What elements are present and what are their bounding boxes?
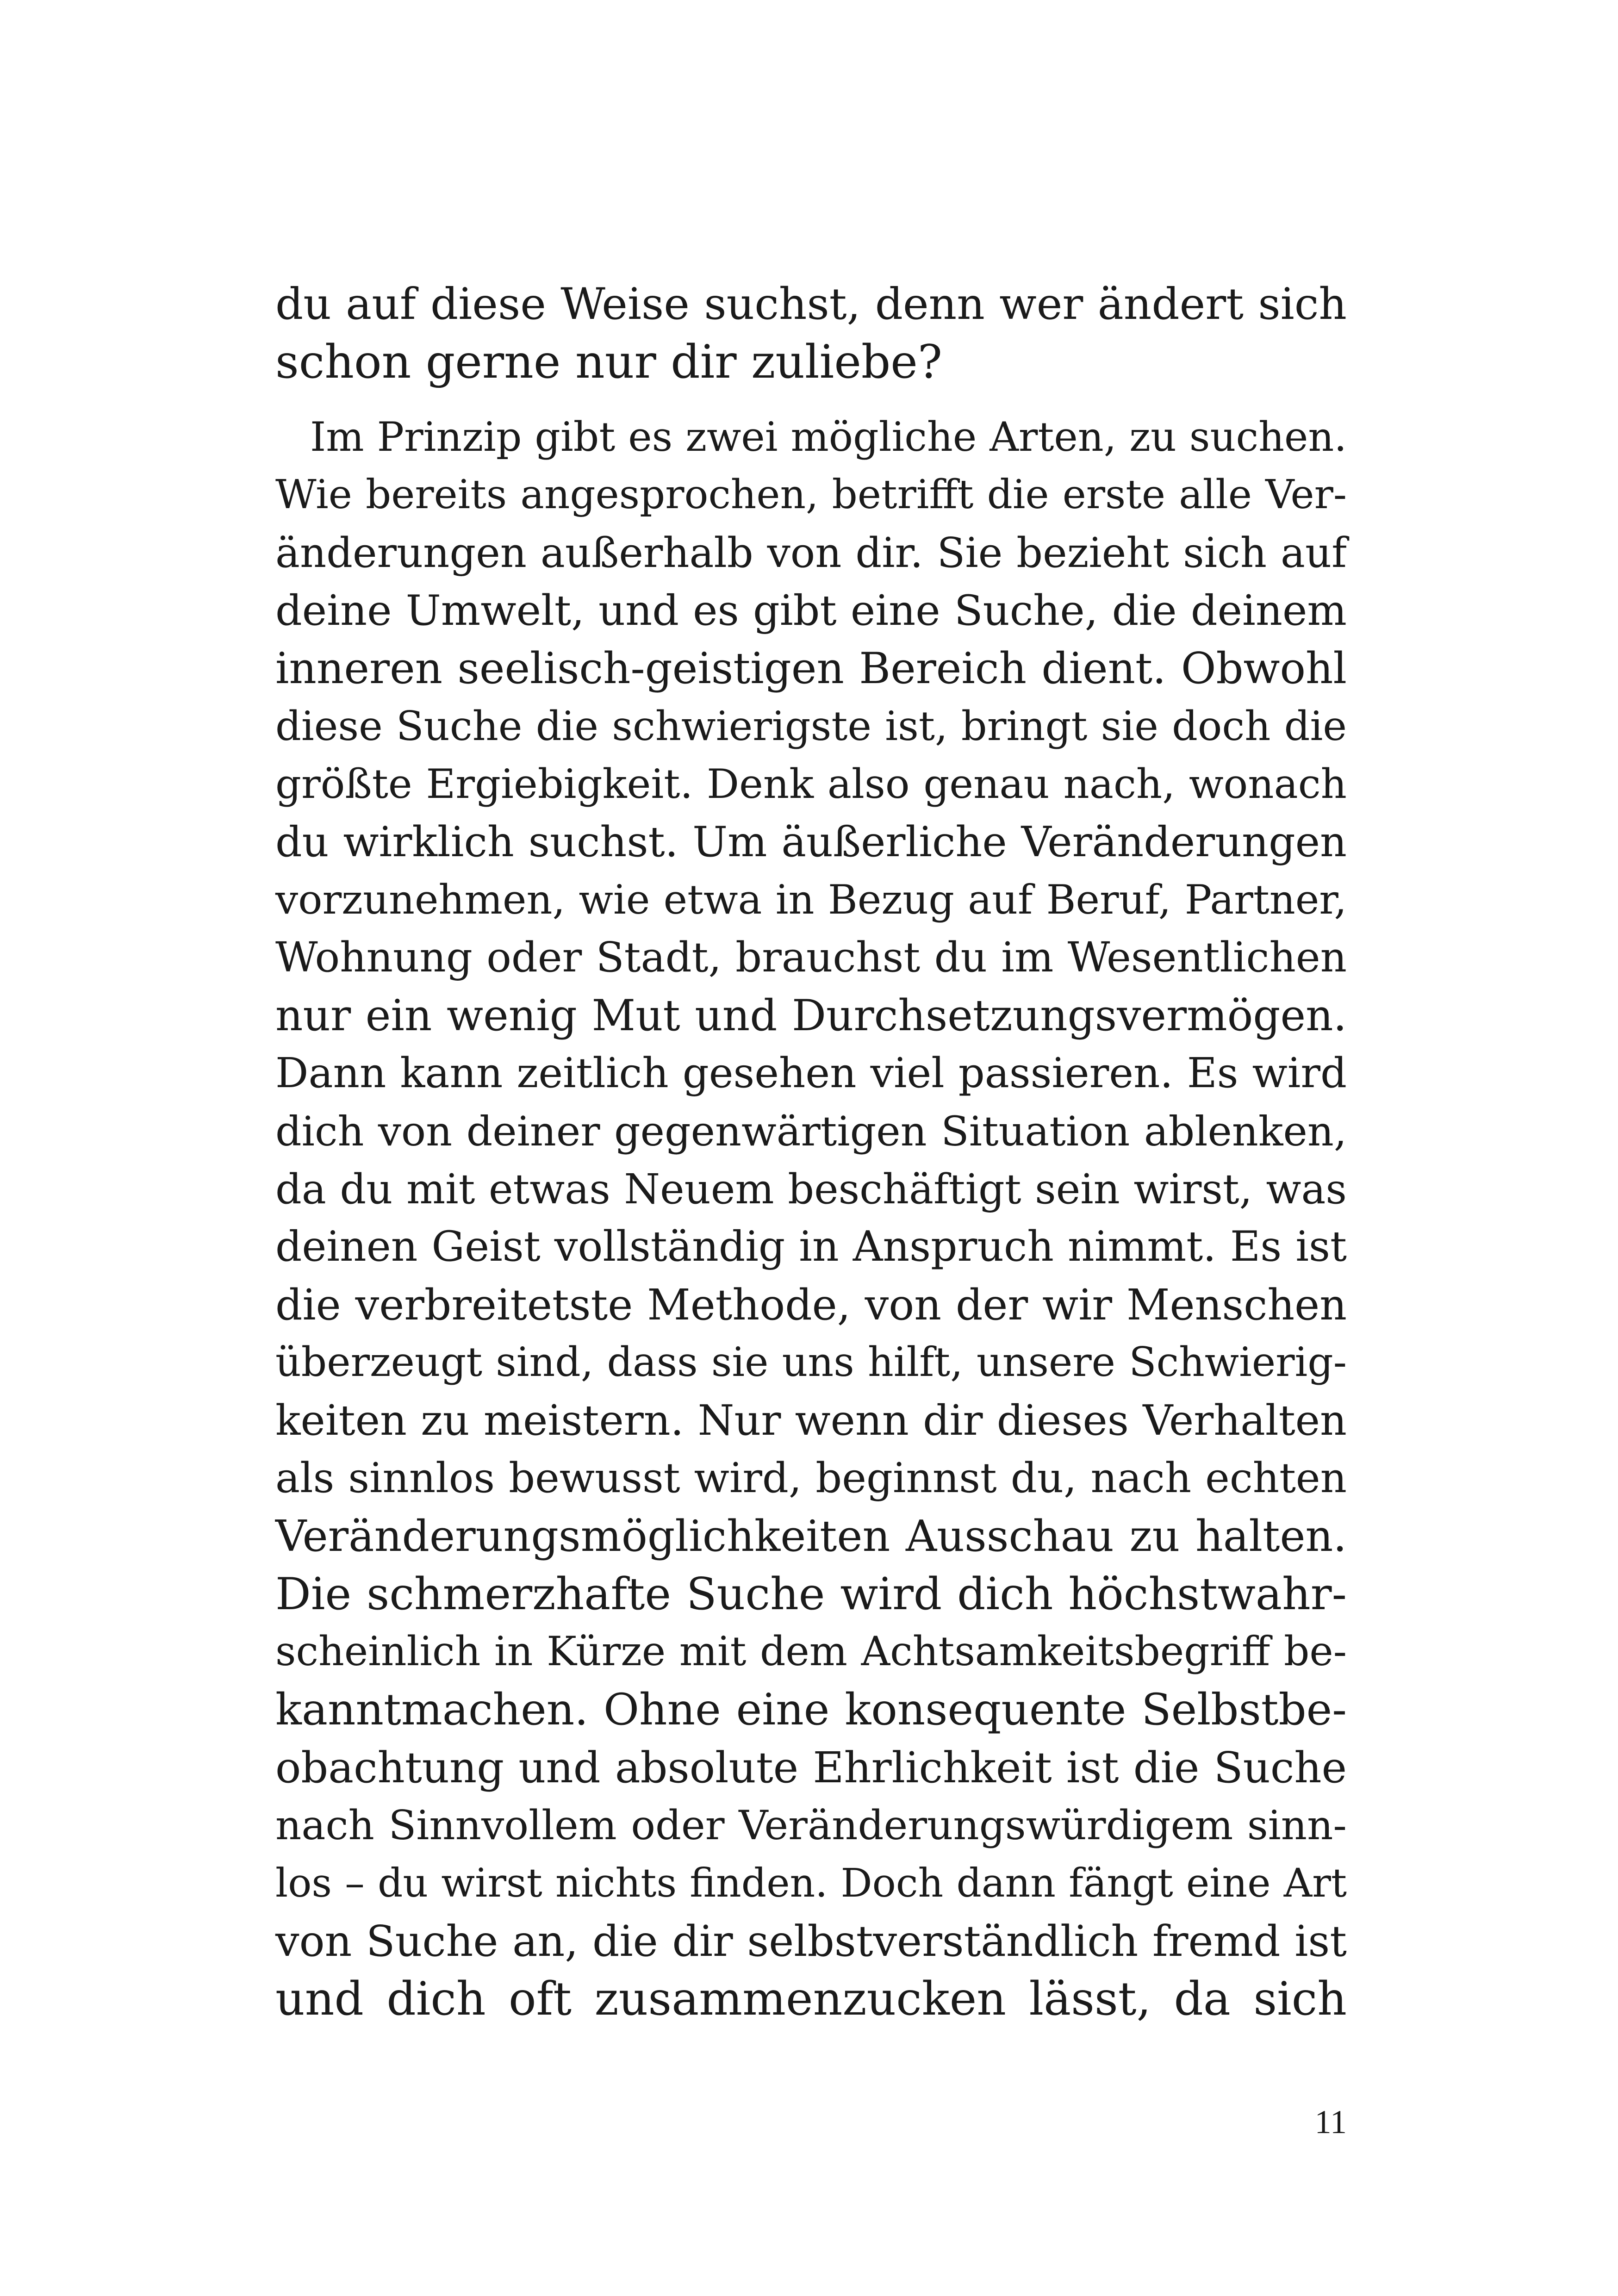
text-line: los – du wirst nichts finden. Doch dann fängt eine Art <box>275 1860 1347 1906</box>
text-line: deinen Geist vollständig in Anspruch nimmt. Es ist <box>275 1223 1347 1271</box>
text-line: vorzunehmen, wie etwa in Bezug auf Beruf, Partner, <box>275 876 1347 923</box>
body-text <box>275 275 1347 2028</box>
text-line: Wie bereits angesprochen, betrifft die erste alle Ver- <box>275 472 1347 518</box>
paragraph-spacer <box>275 391 1347 408</box>
text-line: inneren seelisch-geistigen Bereich dient. Obwohl <box>275 643 1347 693</box>
text-line: Veränderungsmöglichkeiten Ausschau zu halten. <box>275 1511 1347 1561</box>
text-line: von Suche an, die dir selbstverständlich fremd ist <box>275 1916 1347 1966</box>
text-line: dich von deiner gegenwärtigen Situation ablenken, <box>275 1108 1347 1155</box>
text-line: kanntmachen. Ohne eine konsequente Selbstbe- <box>275 1685 1347 1735</box>
text-line: scheinlich in Kürze mit dem Achtsamkeitsbegriff be- <box>275 1629 1347 1675</box>
paragraph-1 <box>275 275 1347 391</box>
text-line: als sinnlos bewusst wird, beginnst du, nach echten <box>275 1454 1347 1502</box>
page-number: 11 <box>1314 2103 1347 2140</box>
text-line: da du mit etwas Neuem beschäftigt sein wirst, was <box>275 1165 1347 1213</box>
text-line: du auf diese Weise suchst, denn wer ändert sich <box>275 279 1347 330</box>
text-line: du wirklich suchst. Um äußerliche Veränderungen <box>275 818 1347 866</box>
text-line: größte Ergiebigkeit. Denk also genau nach, wonach <box>275 760 1347 808</box>
text-line: keiten zu meistern. Nur wenn dir dieses Verhalten <box>275 1396 1347 1445</box>
text-line: nur ein wenig Mut und Durchsetzungsvermögen. <box>275 990 1347 1040</box>
text-line: obachtung und absolute Ehrlichkeit ist die Suche <box>275 1743 1347 1792</box>
text-line: überzeugt sind, dass sie uns hilft, unsere Schwierig- <box>275 1339 1347 1386</box>
paragraph-2 <box>275 408 1347 2028</box>
text-line: Wohnung oder Stadt, brauchst du im Wesentlichen <box>275 933 1347 982</box>
text-line: Dann kann zeitlich gesehen viel passieren. Es wird <box>275 1049 1347 1097</box>
text-line: deine Umwelt, und es gibt eine Suche, die deinem <box>275 586 1347 635</box>
text-line: änderungen außerhalb von dir. Sie bezieht sich auf <box>275 529 1347 577</box>
text-line: die verbreitetste Methode, von der wir Menschen <box>275 1280 1347 1330</box>
text-line: diese Suche die schwierigste ist, bringt sie doch die <box>275 703 1347 750</box>
text-line: Im Prinzip gibt es zwei mögliche Arten, zu suchen. <box>310 414 1347 460</box>
text-line: schon gerne nur dir zuliebe? <box>275 336 942 389</box>
text-line: nach Sinnvollem oder Veränderungswürdigem sinn- <box>275 1802 1347 1849</box>
text-line: Die schmerzhafte Suche wird dich höchstwahr- <box>275 1568 1347 1620</box>
text-line: und dich oft zusammenzucken lässt, da sich <box>275 1972 1347 2026</box>
